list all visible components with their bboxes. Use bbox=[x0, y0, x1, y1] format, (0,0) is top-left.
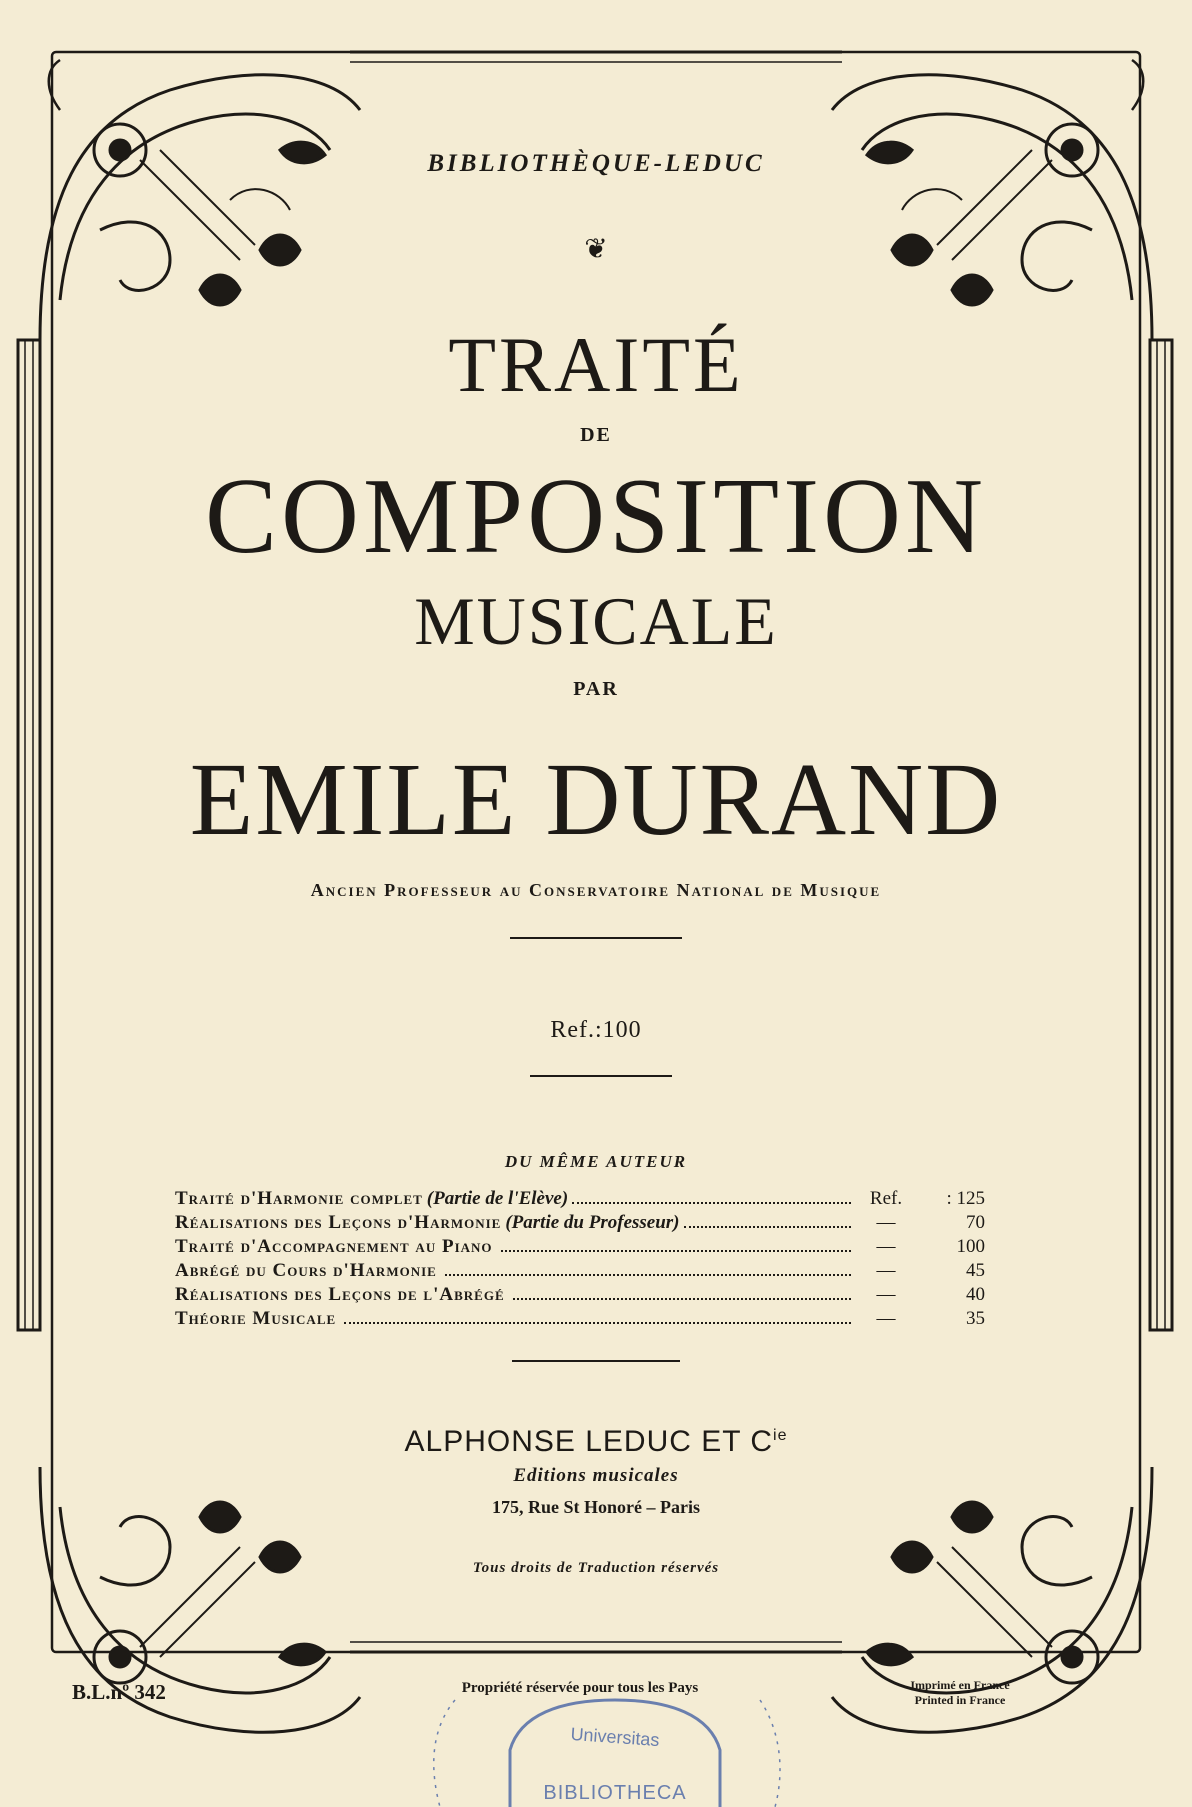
stamp-line-2: BIBLIOTHECA bbox=[543, 1782, 687, 1804]
title-line-2: DE bbox=[580, 424, 612, 446]
publisher-imprint: Editions musicales bbox=[513, 1465, 679, 1486]
works-list bbox=[175, 1188, 985, 1332]
list-item bbox=[175, 1284, 985, 1308]
translation-rights: Tous droits de Traduction réservés bbox=[472, 1560, 720, 1576]
work-ref: Ref. bbox=[869, 1188, 903, 1209]
publisher-name-text: ALPHONSE LEDUC ET C bbox=[404, 1425, 774, 1458]
reference-number: Ref.:100 bbox=[550, 1017, 642, 1043]
list-item bbox=[175, 1236, 985, 1260]
work-number: 45 bbox=[966, 1260, 985, 1281]
title-line-4: MUSICALE bbox=[414, 583, 778, 659]
work-ref: — bbox=[876, 1260, 896, 1281]
leader-dots bbox=[684, 1226, 851, 1228]
printed-fr: Imprimé en France bbox=[910, 1678, 1010, 1692]
stamp-line-1: Universitas bbox=[569, 1723, 661, 1751]
publisher-address: 175, Rue St Honoré – Paris bbox=[492, 1497, 700, 1517]
same-author-heading: DU MÊME AUTEUR bbox=[504, 1152, 688, 1171]
work-ref: — bbox=[876, 1308, 896, 1329]
by-label: PAR bbox=[573, 678, 619, 700]
leader-dots bbox=[344, 1322, 851, 1324]
list-item bbox=[175, 1308, 985, 1332]
list-item bbox=[175, 1188, 985, 1212]
flower-ornament-icon: ❦ bbox=[584, 232, 608, 265]
title-line-3: COMPOSITION bbox=[204, 457, 988, 576]
work-ref: — bbox=[876, 1236, 896, 1257]
plate-number: B.L.nº 342 bbox=[72, 1680, 166, 1704]
leader-dots bbox=[572, 1202, 851, 1204]
author-role: Ancien Professeur au Conservatoire National de Musique bbox=[310, 880, 882, 900]
work-number: : 125 bbox=[946, 1188, 985, 1209]
printed-en: Printed in France bbox=[914, 1693, 1006, 1707]
divider-rule bbox=[510, 937, 682, 939]
work-title: Théorie Musicale bbox=[175, 1308, 337, 1329]
leader-dots bbox=[513, 1298, 851, 1300]
list-item bbox=[175, 1260, 985, 1284]
leader-dots bbox=[501, 1250, 851, 1252]
series-name: BIBLIOTHÈQUE-LEDUC bbox=[427, 150, 765, 177]
work-title: Traité d'Harmonie complet bbox=[175, 1188, 423, 1209]
divider-rule bbox=[530, 1075, 672, 1077]
work-ref: — bbox=[876, 1284, 896, 1305]
work-title: Abrégé du Cours d'Harmonie bbox=[175, 1260, 437, 1281]
work-ref: — bbox=[876, 1212, 896, 1233]
work-title: Réalisations des Leçons d'Harmonie bbox=[175, 1212, 502, 1233]
work-number: 100 bbox=[956, 1236, 985, 1257]
list-item bbox=[175, 1212, 985, 1236]
property-notice: Propriété réservée pour tous les Pays bbox=[461, 1680, 699, 1696]
work-number: 40 bbox=[966, 1284, 985, 1305]
work-subtitle: (Partie du Professeur) bbox=[505, 1212, 680, 1233]
corner-ornament-top-right bbox=[832, 60, 1152, 340]
leader-dots bbox=[445, 1274, 851, 1276]
title-line-1: TRAITÉ bbox=[448, 321, 744, 408]
work-title: Réalisations des Leçons de l'Abrégé bbox=[175, 1284, 505, 1305]
work-subtitle: (Partie de l'Elève) bbox=[426, 1188, 569, 1209]
printed-notice bbox=[880, 1678, 1040, 1708]
publisher-name bbox=[0, 1425, 1192, 1459]
author-name: EMILE DURAND bbox=[189, 742, 1003, 857]
work-title: Traité d'Accompagnement au Piano bbox=[175, 1236, 493, 1257]
corner-ornament-top-left bbox=[40, 60, 360, 340]
work-number: 70 bbox=[966, 1212, 985, 1233]
divider-rule bbox=[512, 1360, 680, 1362]
publisher-name-sup: ie bbox=[773, 1427, 788, 1444]
work-number: 35 bbox=[966, 1308, 985, 1329]
